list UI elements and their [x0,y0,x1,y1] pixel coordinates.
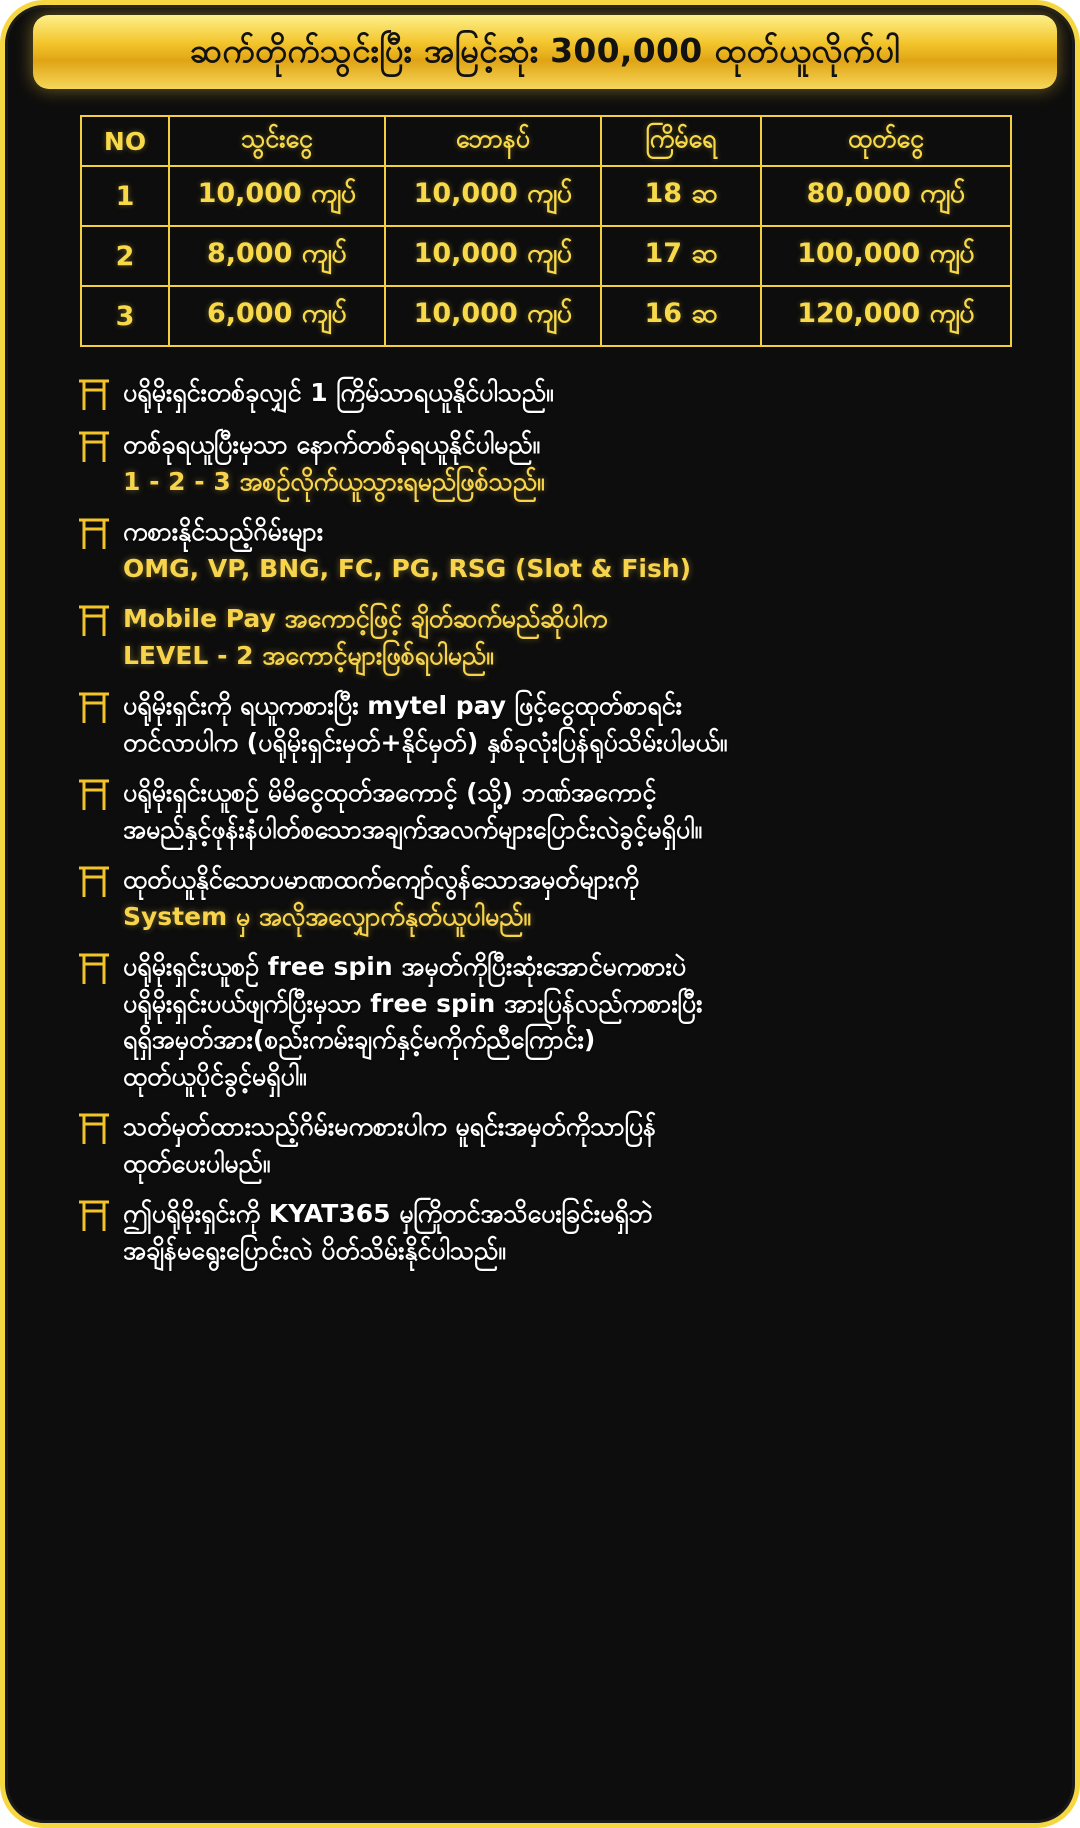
table-cell-no: 3 [81,286,169,346]
table-cell-deposit: 10,000 ကျပ် [169,166,385,226]
table-header-cell: ထုတ်ငွေ [761,116,1011,166]
trophy-gate-icon [65,862,123,900]
list-item [65,862,1045,935]
table-header-cell: သွင်းငွေ [169,116,385,166]
trophy-gate-icon [65,1196,123,1234]
list-item [65,601,1045,674]
list-item-lines [123,375,1045,412]
table-cell-deposit: 8,000 ကျပ် [169,226,385,286]
table-header-cell: ကြိမ်ရေ [601,116,761,166]
list-item-text: အချိန်မရွေးပြောင်းလဲ ပိတ်သိမ်းနိုင်ပါသည်။ [123,1235,506,1265]
list-item-text: LEVEL - 2 အကောင့်များဖြစ်ရပါမည်။ [123,640,494,670]
trophy-gate-icon [65,949,123,987]
list-item-lines [123,862,1045,935]
list-item-lines [123,1109,1045,1182]
list-item-text: Mobile Pay အကောင့်ဖြင့် ချိတ်ဆက်မည်ဆိုပါက [123,604,608,633]
table-cell-withdraw: 100,000 ကျပ် [761,226,1011,286]
page-title: ဆက်တိုက်သွင်းပြီး အမြင့်ဆုံး 300,000 ထုတ်ယူလိုက်ပါ [190,30,900,70]
list-item-lines [123,775,1045,848]
trophy-gate-icon [65,375,123,413]
table-row [81,226,1011,286]
table-cell-withdraw: 80,000 ကျပ် [761,166,1011,226]
list-item [65,375,1045,413]
table-cell-turnover: 18 ဆ [601,166,761,226]
list-item-text: ထုတ်ယူပိုင်ခွင့်မရှိပါ။ [123,1061,307,1091]
trophy-gate-icon [65,775,123,813]
list-item-text: အမည်နှင့်ဖုန်းနံပါတ်စသောအချက်အလက်များပြောင်းလဲခွင့်မရှိပါ။ [123,814,703,844]
trophy-gate-icon [65,601,123,639]
table-cell-no: 2 [81,226,169,286]
title-banner [33,15,1057,89]
trophy-gate-icon [65,514,123,552]
list-item-text: ပရိုမိုးရှင်းယူစဉ် မိမိငွေထုတ်အကောင့် (သို့) ဘဏ်အကောင့် [123,778,657,807]
list-item-text: သတ်မှတ်ထားသည့်ဂိမ်းမကစားပါက မူရင်းအမှတ်ကိုသာပြန် [123,1112,657,1141]
list-item [65,1196,1045,1269]
list-item-lines [123,514,1045,587]
table-cell-no: 1 [81,166,169,226]
payout-table [80,115,1012,347]
list-item-text: ကစားနိုင်သည့်ဂိမ်းများ [123,517,324,546]
list-item-text: ပရိုမိုးရှင်းကို ရယူကစားပြီး mytel pay ဖြင့်ငွေထုတ်စာရင်း [123,691,682,720]
trophy-gate-icon [65,427,123,465]
table-row [81,166,1011,226]
table-cell-bonus: 10,000 ကျပ် [385,166,601,226]
list-item-text: System မှ အလိုအလျှောက်နုတ်ယူပါမည်။ [123,901,531,931]
list-item [65,427,1045,500]
list-item-text: ပရိုမိုးရှင်းပယ်ဖျက်ပြီးမှသာ free spin အားပြန်လည်ကစားပြီး [123,988,703,1018]
list-item-text: 1 - 2 - 3 အစဉ်လိုက်ယူသွားရမည်ဖြစ်သည်။ [123,466,545,496]
table-cell-withdraw: 120,000 ကျပ် [761,286,1011,346]
list-item-lines [123,427,1045,500]
table-cell-deposit: 6,000 ကျပ် [169,286,385,346]
list-item-text: ပရိုမိုးရှင်းယူစဉ် free spin အမှတ်ကိုပြီးဆုံးအောင်မကစားပဲ [123,952,687,981]
trophy-gate-icon [65,688,123,726]
list-item-text: ထုတ်ယူနိုင်သောပမာဏထက်ကျော်လွန်သောအမှတ်များကို [123,865,639,894]
list-item [65,1109,1045,1182]
list-item-lines [123,601,1045,674]
list-item-text: တင်လာပါက (ပရိုမိုးရှင်းမှတ်+နိုင်မှတ်) နှစ်ခုလုံးပြန်ရုပ်သိမ်းပါမယ်။ [123,727,728,757]
list-item [65,949,1045,1095]
table-cell-turnover: 16 ဆ [601,286,761,346]
list-item [65,688,1045,761]
list-item-text: ဤပရိုမိုးရှင်းကို KYAT365 မှကြိုတင်အသိပေးခြင်းမရှိဘဲ [123,1199,653,1228]
list-item [65,514,1045,587]
table-cell-bonus: 10,000 ကျပ် [385,226,601,286]
list-item-text: ထုတ်ပေးပါမည်။ [123,1148,271,1178]
list-item [65,775,1045,848]
terms-list [65,375,1045,1283]
table-header-cell: ဘောနပ် [385,116,601,166]
list-item-text: ရရှိအမှတ်အား(စည်းကမ်းချက်နှင့်မကိုက်ညီကြောင်း) [123,1025,596,1054]
table-cell-turnover: 17 ဆ [601,226,761,286]
list-item-lines [123,949,1045,1095]
list-item-text: ပရိုမိုးရှင်းတစ်ခုလျှင် 1 ကြိမ်သာရယူနိုင်ပါသည်။ [123,378,554,407]
table-header-row [81,116,1011,166]
list-item-text: တစ်ခုရယူပြီးမှသာ နောက်တစ်ခုရယူနိုင်ပါမည်။ [123,430,541,459]
table-cell-bonus: 10,000 ကျပ် [385,286,601,346]
trophy-gate-icon [65,1109,123,1147]
table-header-cell: NO [81,116,169,166]
table-row [81,286,1011,346]
eligible-games-text: OMG, VP, BNG, FC, PG, RSG (Slot & Fish) [123,553,692,583]
list-item-lines [123,688,1045,761]
payout-table-container [80,115,1010,347]
list-item-lines [123,1196,1045,1269]
